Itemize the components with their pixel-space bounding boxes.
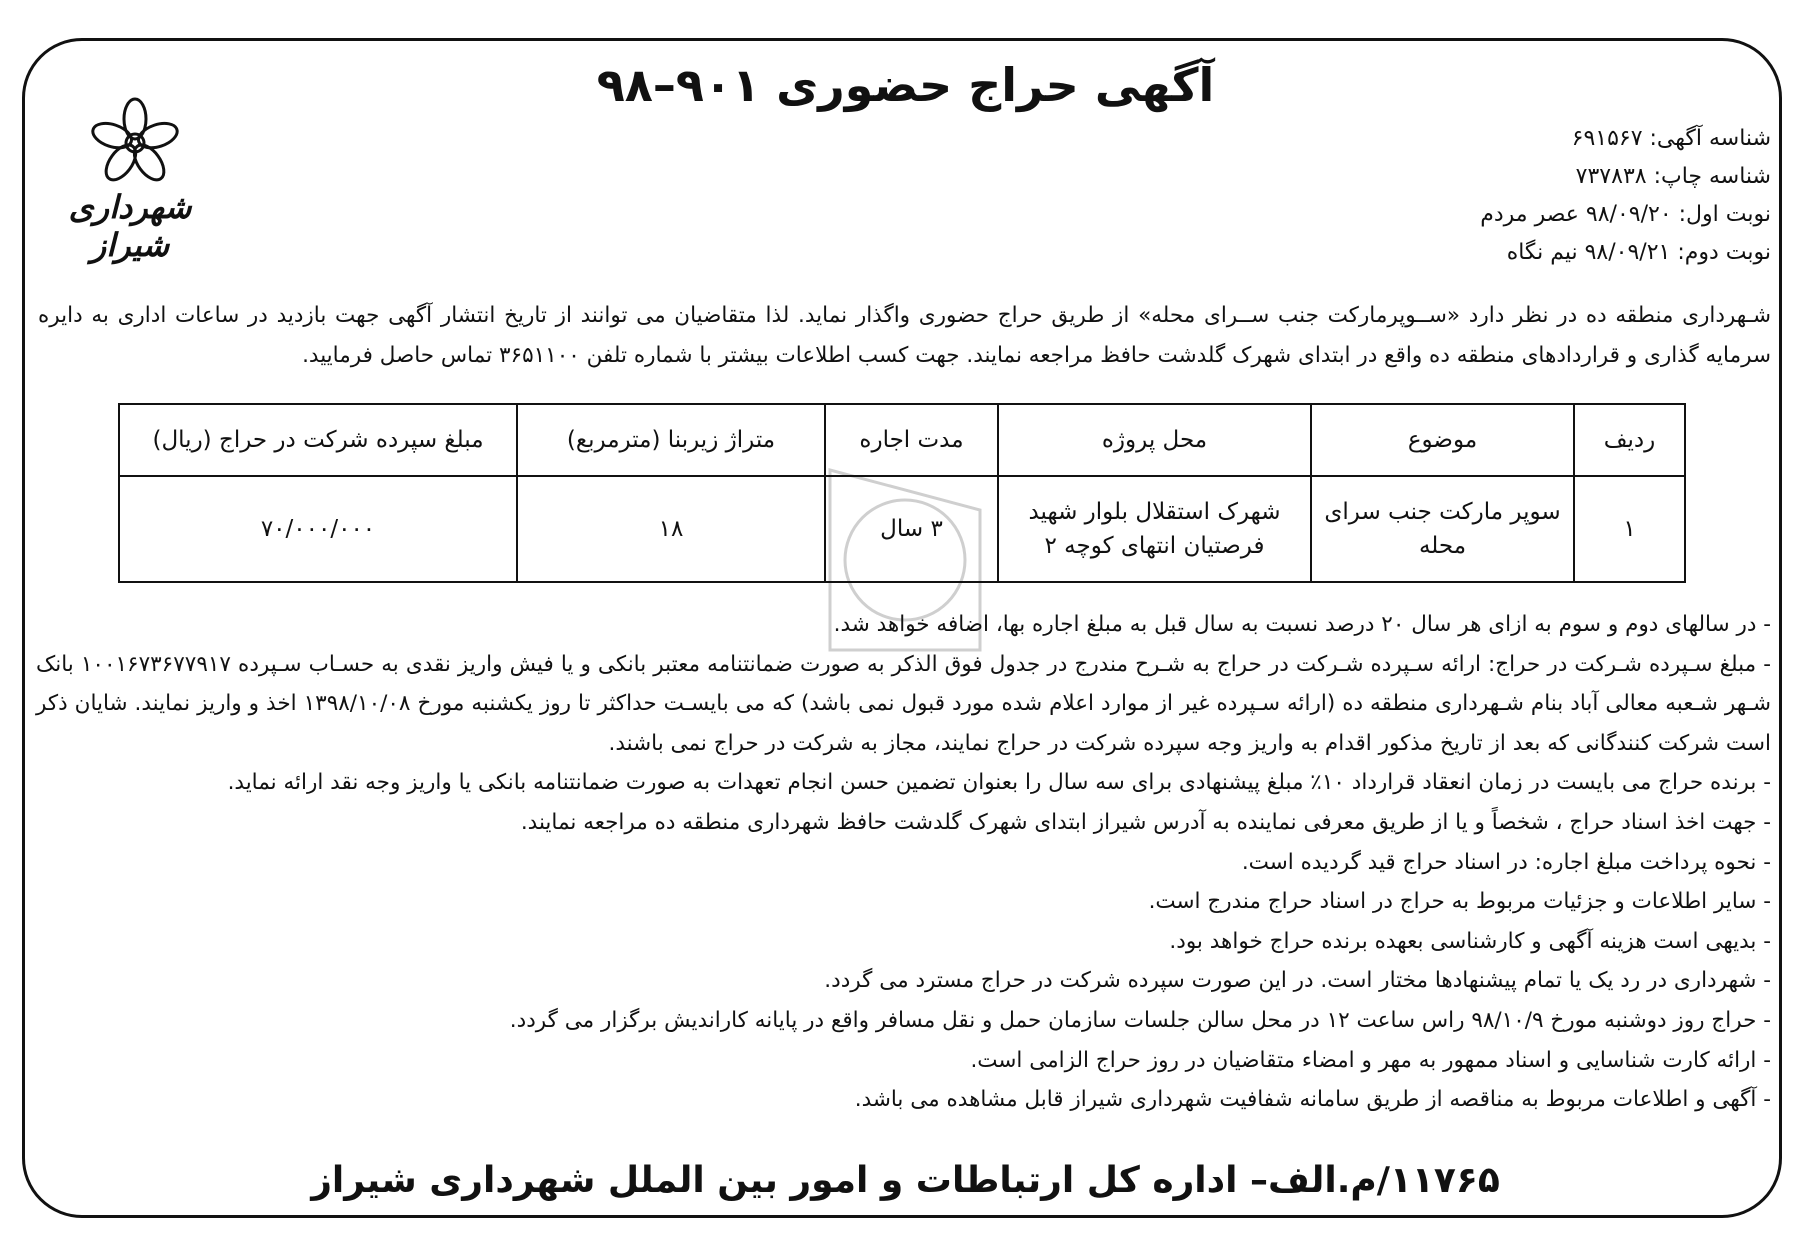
- header-area: متراژ زیربنا (مترمربع): [517, 404, 825, 476]
- list-item: - مبلغ سـپرده شـرکت در حراج: ارائه سـپرده شـرکت در حراج به شـرح مندرج در جدول فوق الذکر به صورت ضمانتنامه معتبر بانکی و یا فیش واریز نقدی به حسـاب سـپرده ۱۰۰۱۶۷۳۶۷۷۹۱۷ بانک شـهر شـعبه معالی آباد بنام شـهرداری منطقه ده (ارائه سـپرده غیر از موارد اعلام شده مورد قبول نمی باشد) که می بایسـت حداکثر تا روز یکشنبه مورخ ۱۳۹۸/۱۰/۰۸ اخذ و واریز نمایند. شایان ذکر است شرکت کنندگانی که بعد از تاریخ مذکور اقدام به واریز وجه سپرده شرکت در حراج نمایند، مجاز به شرکت در حراج نمی باشند.: [36, 651, 1771, 756]
- items-table: [118, 403, 1686, 583]
- header-row-number: ردیف: [1574, 404, 1685, 476]
- list-item: - در سالهای دوم و سوم به ازای هر سال ۲۰ درصد نسبت به سال قبل به مبلغ اجاره بها، اضافه خواهد شد.: [833, 612, 1771, 637]
- list-item: - شهرداری در رد یک یا تمام پیشنهادها مختار است. در این صورت سپرده شرکت در حراج مسترد می گردد.: [824, 968, 1771, 994]
- cell-location: شهرک استقلال بلوار شهید فرصتیان انتهای کوچه ۲: [998, 476, 1311, 582]
- list-item: - حراج روز دوشنبه مورخ ۹۸/۱۰/۹ راس ساعت ۱۲ در محل سالن جلسات سازمان حمل و نقل مسافر واقع در پایانه کاراندیش برگزار می گردد.: [509, 1007, 1771, 1033]
- table-header-row: [119, 404, 1685, 476]
- list-item: - ارائه کارت شناسایی و اسناد ممهور به مهر و امضاء متقاضیان در روز حراج الزامی است.: [970, 1047, 1771, 1073]
- intro-paragraph: شـهرداری منطقه ده در نظر دارد «ســوپرمارکت جنب ســرای محله» از طریق حراج حضوری واگذار نماید. لذا متقاضیان می توانند از تاریخ انتشار آگهی جهت بازدید در ساعات اداری به دایره سرمایه گذاری و قراردادهای منطقه ده واقع در ابتدای شهرک گلدشت حافظ مراجعه نمایند. جهت کسب اطلاعات بیشتر با شماره تلفن ۳۶۵۱۱۰۰ تماس حاصل فرمایید.: [38, 303, 1771, 368]
- table-row: [119, 476, 1685, 582]
- cell-deposit: ۷۰/۰۰۰/۰۰۰: [119, 476, 517, 582]
- cell-subject: سوپر مارکت جنب سرای محله: [1311, 476, 1574, 582]
- meta-second-publish: نوبت دوم: ۹۸/۰۹/۲۱ نیم نگاه: [1506, 240, 1771, 265]
- list-item: - آگهی و اطلاعات مربوط به مناقصه از طریق سامانه شفافیت شهرداری شیراز قابل مشاهده می باشد.: [854, 1087, 1771, 1113]
- ad-meta: [1480, 120, 1771, 272]
- header-deposit: مبلغ سپرده شرکت در حراج (ریال): [119, 404, 517, 476]
- cell-area: ۱۸: [517, 476, 825, 582]
- list-item: - بدیهی است هزینه آگهی و کارشناسی بعهده برنده حراج خواهد بود.: [1169, 928, 1771, 954]
- conditions-list: [36, 605, 1771, 1120]
- page-title: آگهی حراج حضوری ۹۰۱–۹۸: [596, 58, 1215, 112]
- list-item: - نحوه پرداخت مبلغ اجاره: در اسناد حراج قید گردیده است.: [1241, 849, 1771, 875]
- meta-print-id: شناسه چاپ: ۷۳۷۸۳۸: [1575, 164, 1771, 189]
- logo-text: شهرداری شیراز: [68, 188, 192, 264]
- header-lease-term: مدت اجاره: [825, 404, 998, 476]
- header-subject: موضوع: [1311, 404, 1574, 476]
- header-location: محل پروژه: [998, 404, 1311, 476]
- meta-first-publish: نوبت اول: ۹۸/۰۹/۲۰ عصر مردم: [1480, 202, 1771, 227]
- cell-row-number: ۱: [1574, 476, 1685, 582]
- cell-lease-term: ۳ سال: [825, 476, 998, 582]
- list-item: - جهت اخذ اسناد حراج ، شخصاً و یا از طریق معرفی نماینده به آدرس شیراز ابتدای شهرک گلدشت حافظ شهرداری منطقه ده مراجعه نمایند.: [520, 809, 1771, 835]
- list-item: - برنده حراج می بایست در زمان انعقاد قرارداد ۱۰٪ مبلغ پیشنهادی برای سه سال را بعنوان تضمین حسن انجام تعهدات به صورت ضمانتنامه بانکی یا واریز وجه نقد ارائه نماید.: [227, 770, 1771, 796]
- meta-ad-id: شناسه آگهی: ۶۹۱۵۶۷: [1571, 126, 1771, 151]
- footer-signature: ۱۱۷۶۵/م.الف– اداره کل ارتباطات و امور بین الملل شهرداری شیراز: [311, 1160, 1500, 1201]
- list-item: - سایر اطلاعات و جزئیات مربوط به حراج در اسناد حراج مندرج است.: [1148, 889, 1771, 915]
